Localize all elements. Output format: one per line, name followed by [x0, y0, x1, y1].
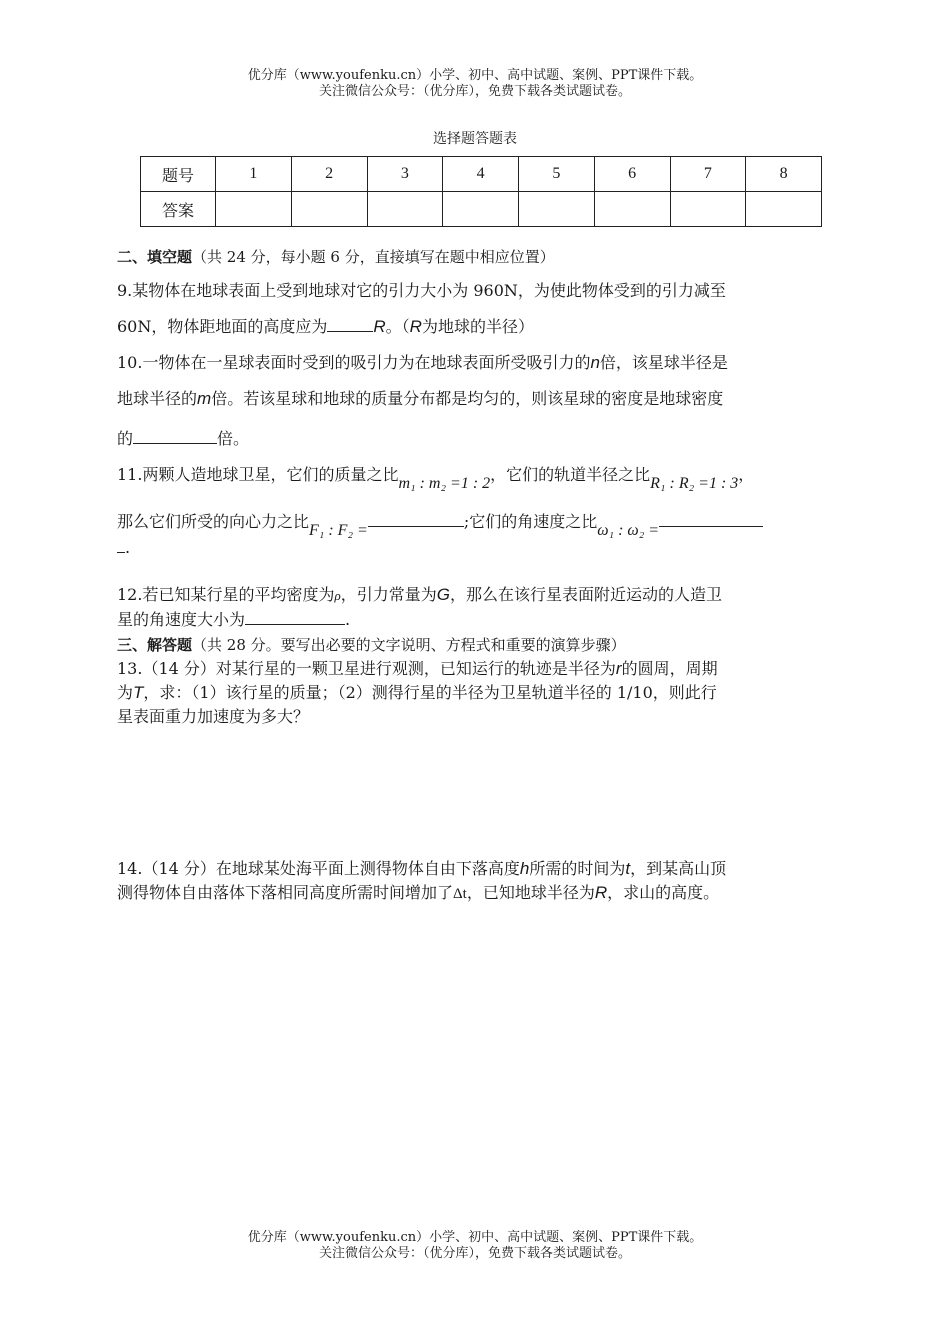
q11-line-2	[117, 507, 849, 538]
question-number-cell: 6	[594, 157, 670, 192]
q14-line-1	[117, 857, 849, 881]
q11-mass-ratio: m₁ : m₂ =1 : 2	[398, 475, 491, 492]
q11-text: ，	[738, 465, 755, 484]
answer-table-title: 选择题答题表	[433, 131, 517, 147]
q14-text: ，已知地球半径为	[466, 883, 595, 902]
answer-table	[140, 156, 822, 227]
q12-line-2	[117, 608, 849, 632]
q10-text: 倍。	[217, 429, 250, 448]
section-3-heading	[117, 634, 849, 656]
q12-text: 星的角速度大小为	[117, 610, 246, 629]
question-9	[117, 273, 849, 345]
q10-line-1	[117, 345, 849, 381]
question-number-cell: 2	[291, 157, 367, 192]
q9-var-r: R	[373, 317, 386, 336]
q13-line-2	[117, 681, 849, 705]
q10-text: 倍，该星球半径是	[599, 353, 728, 372]
q11-radius-ratio: R₁ : R₂ =1 : 3	[650, 475, 739, 492]
page-header	[0, 68, 950, 100]
q9-text: 为地球的半径）	[421, 317, 534, 336]
section-2-title: 二、填空题	[117, 248, 193, 266]
question-10	[117, 345, 849, 457]
q13-var-t: T	[133, 683, 144, 702]
q10-answer-blank[interactable]	[133, 429, 217, 444]
q10-text: 的	[117, 429, 134, 448]
q11-text: .	[125, 538, 131, 557]
answer-cell[interactable]	[443, 192, 519, 227]
q13-text: 13.（14 分）对某行星的一颗卫星进行观测，已知运行的轨迹是半径为	[117, 659, 616, 678]
question-12	[117, 583, 849, 632]
q14-var-h: h	[519, 859, 530, 878]
answer-cell[interactable]	[216, 192, 292, 227]
q12-line-1	[117, 583, 849, 608]
table-row-answers	[141, 192, 822, 227]
q9-line-1: 9.某物体在地球表面上受到地球对它的引力大小为 960N，为使此物体受到的引力减至	[117, 281, 726, 300]
section-3-note: （共 28 分。要写出必要的文字说明、方程式和重要的演算步骤）	[192, 636, 626, 654]
question-14	[117, 857, 849, 906]
question-number-cell: 8	[746, 157, 822, 192]
q11-text: ，它们的轨道半径之比	[490, 465, 651, 484]
question-number-cell: 1	[216, 157, 292, 192]
table-row-label: 题号	[141, 157, 216, 192]
q10-var-n: n	[590, 353, 600, 372]
q11-text: 11.两颗人造地球卫星，它们的质量之比	[117, 465, 399, 484]
q11-line-1	[117, 460, 849, 491]
q10-line-2	[117, 381, 849, 417]
section-2-heading	[117, 246, 849, 268]
section-3-title: 三、解答题	[117, 636, 193, 654]
q12-text: .	[345, 610, 351, 629]
q9-answer-blank[interactable]	[327, 317, 373, 332]
q12-var-g: G	[436, 585, 450, 604]
answer-cell[interactable]	[519, 192, 595, 227]
answer-cell[interactable]	[594, 192, 670, 227]
header-line-1: 优分库（www.youfenku.cn）小学、初中、高中试题、案例、PPT课件下载。	[247, 68, 703, 83]
footer-line-2: 关注微信公众号：（优分库），免费下载各类试题试卷。	[318, 1246, 631, 1261]
q12-answer-blank[interactable]	[245, 610, 345, 625]
q14-text: 所需的时间为	[529, 859, 626, 878]
q13-text: ，求：（1）该行星的质量；（2）测得行星的半径为卫星轨道半径的 1/10，则此行	[143, 683, 717, 702]
header-line-2: 关注微信公众号：（优分库），免费下载各类试题试卷。	[318, 84, 631, 99]
q11-text: ;它们的角速度之比	[463, 512, 598, 531]
q14-text: ，求山的高度。	[607, 883, 720, 902]
q13-line-3: 星表面重力加速度为多大？	[117, 707, 310, 726]
question-number-cell: 4	[443, 157, 519, 192]
q11-force-ratio: F₁ : F₂ =	[309, 522, 368, 539]
q9-text: 60N，物体距地面的高度应为	[117, 317, 328, 336]
q14-var-delta-t: Δt	[453, 886, 467, 902]
q11-blank-continuation	[117, 538, 125, 553]
table-row-label: 答案	[141, 192, 216, 227]
q10-line-3	[117, 421, 849, 457]
question-11	[117, 460, 849, 557]
q14-var-r: R	[594, 883, 608, 902]
q12-text: ，那么在该行星表面附近运动的人造卫	[449, 585, 722, 604]
q11-omega-blank[interactable]	[659, 512, 763, 527]
question-number-cell: 7	[670, 157, 746, 192]
q10-var-m: m	[197, 389, 212, 408]
q14-var-t: t	[625, 859, 631, 878]
answer-cell[interactable]	[746, 192, 822, 227]
q13-line-1	[117, 657, 849, 681]
q14-text: ，到某高山顶	[630, 859, 727, 878]
q14-text: 测得物体自由落体下落相同高度所需时间增加了	[117, 883, 454, 902]
q11-omega-ratio: ω₁ : ω₂ =	[597, 522, 660, 539]
q12-text: ，引力常量为	[340, 585, 437, 604]
q9-text: 。（	[385, 317, 410, 336]
section-2-note: （共 24 分，每小题 6 分，直接填写在题中相应位置）	[192, 248, 555, 266]
q14-text: 14.（14 分）在地球某处海平面上测得物体自由下落高度	[117, 859, 520, 878]
q10-text: 倍。若该星球和地球的质量分布都是均匀的，则该星球的密度是地球密度	[211, 389, 724, 408]
question-13	[117, 657, 849, 729]
q9-var-r: R	[409, 317, 422, 336]
q14-line-2	[117, 881, 849, 906]
table-row-numbers	[141, 157, 822, 192]
q13-var-r: r	[615, 659, 622, 678]
question-number-cell: 5	[519, 157, 595, 192]
q11-text: 那么它们所受的向心力之比	[117, 512, 310, 531]
question-number-cell: 3	[367, 157, 443, 192]
q13-text: 为	[117, 683, 134, 702]
q11-force-blank[interactable]	[368, 512, 464, 527]
q10-text: 地球半径的	[117, 389, 198, 408]
page-footer	[0, 1230, 950, 1262]
q12-text: 12.若已知某行星的平均密度为	[117, 585, 335, 604]
q12-var-rho: ρ	[334, 588, 341, 603]
q9-line-2	[117, 309, 849, 345]
q10-text: 10.一物体在一星球表面时受到的吸引力为在地球表面所受吸引力的	[117, 353, 591, 372]
answer-cell[interactable]	[670, 192, 746, 227]
footer-line-1: 优分库（www.youfenku.cn）小学、初中、高中试题、案例、PPT课件下载。	[247, 1230, 703, 1245]
q11-line-3	[117, 538, 849, 557]
answer-cell[interactable]	[367, 192, 443, 227]
q13-text: 的圆周，周期	[621, 659, 718, 678]
answer-cell[interactable]	[291, 192, 367, 227]
